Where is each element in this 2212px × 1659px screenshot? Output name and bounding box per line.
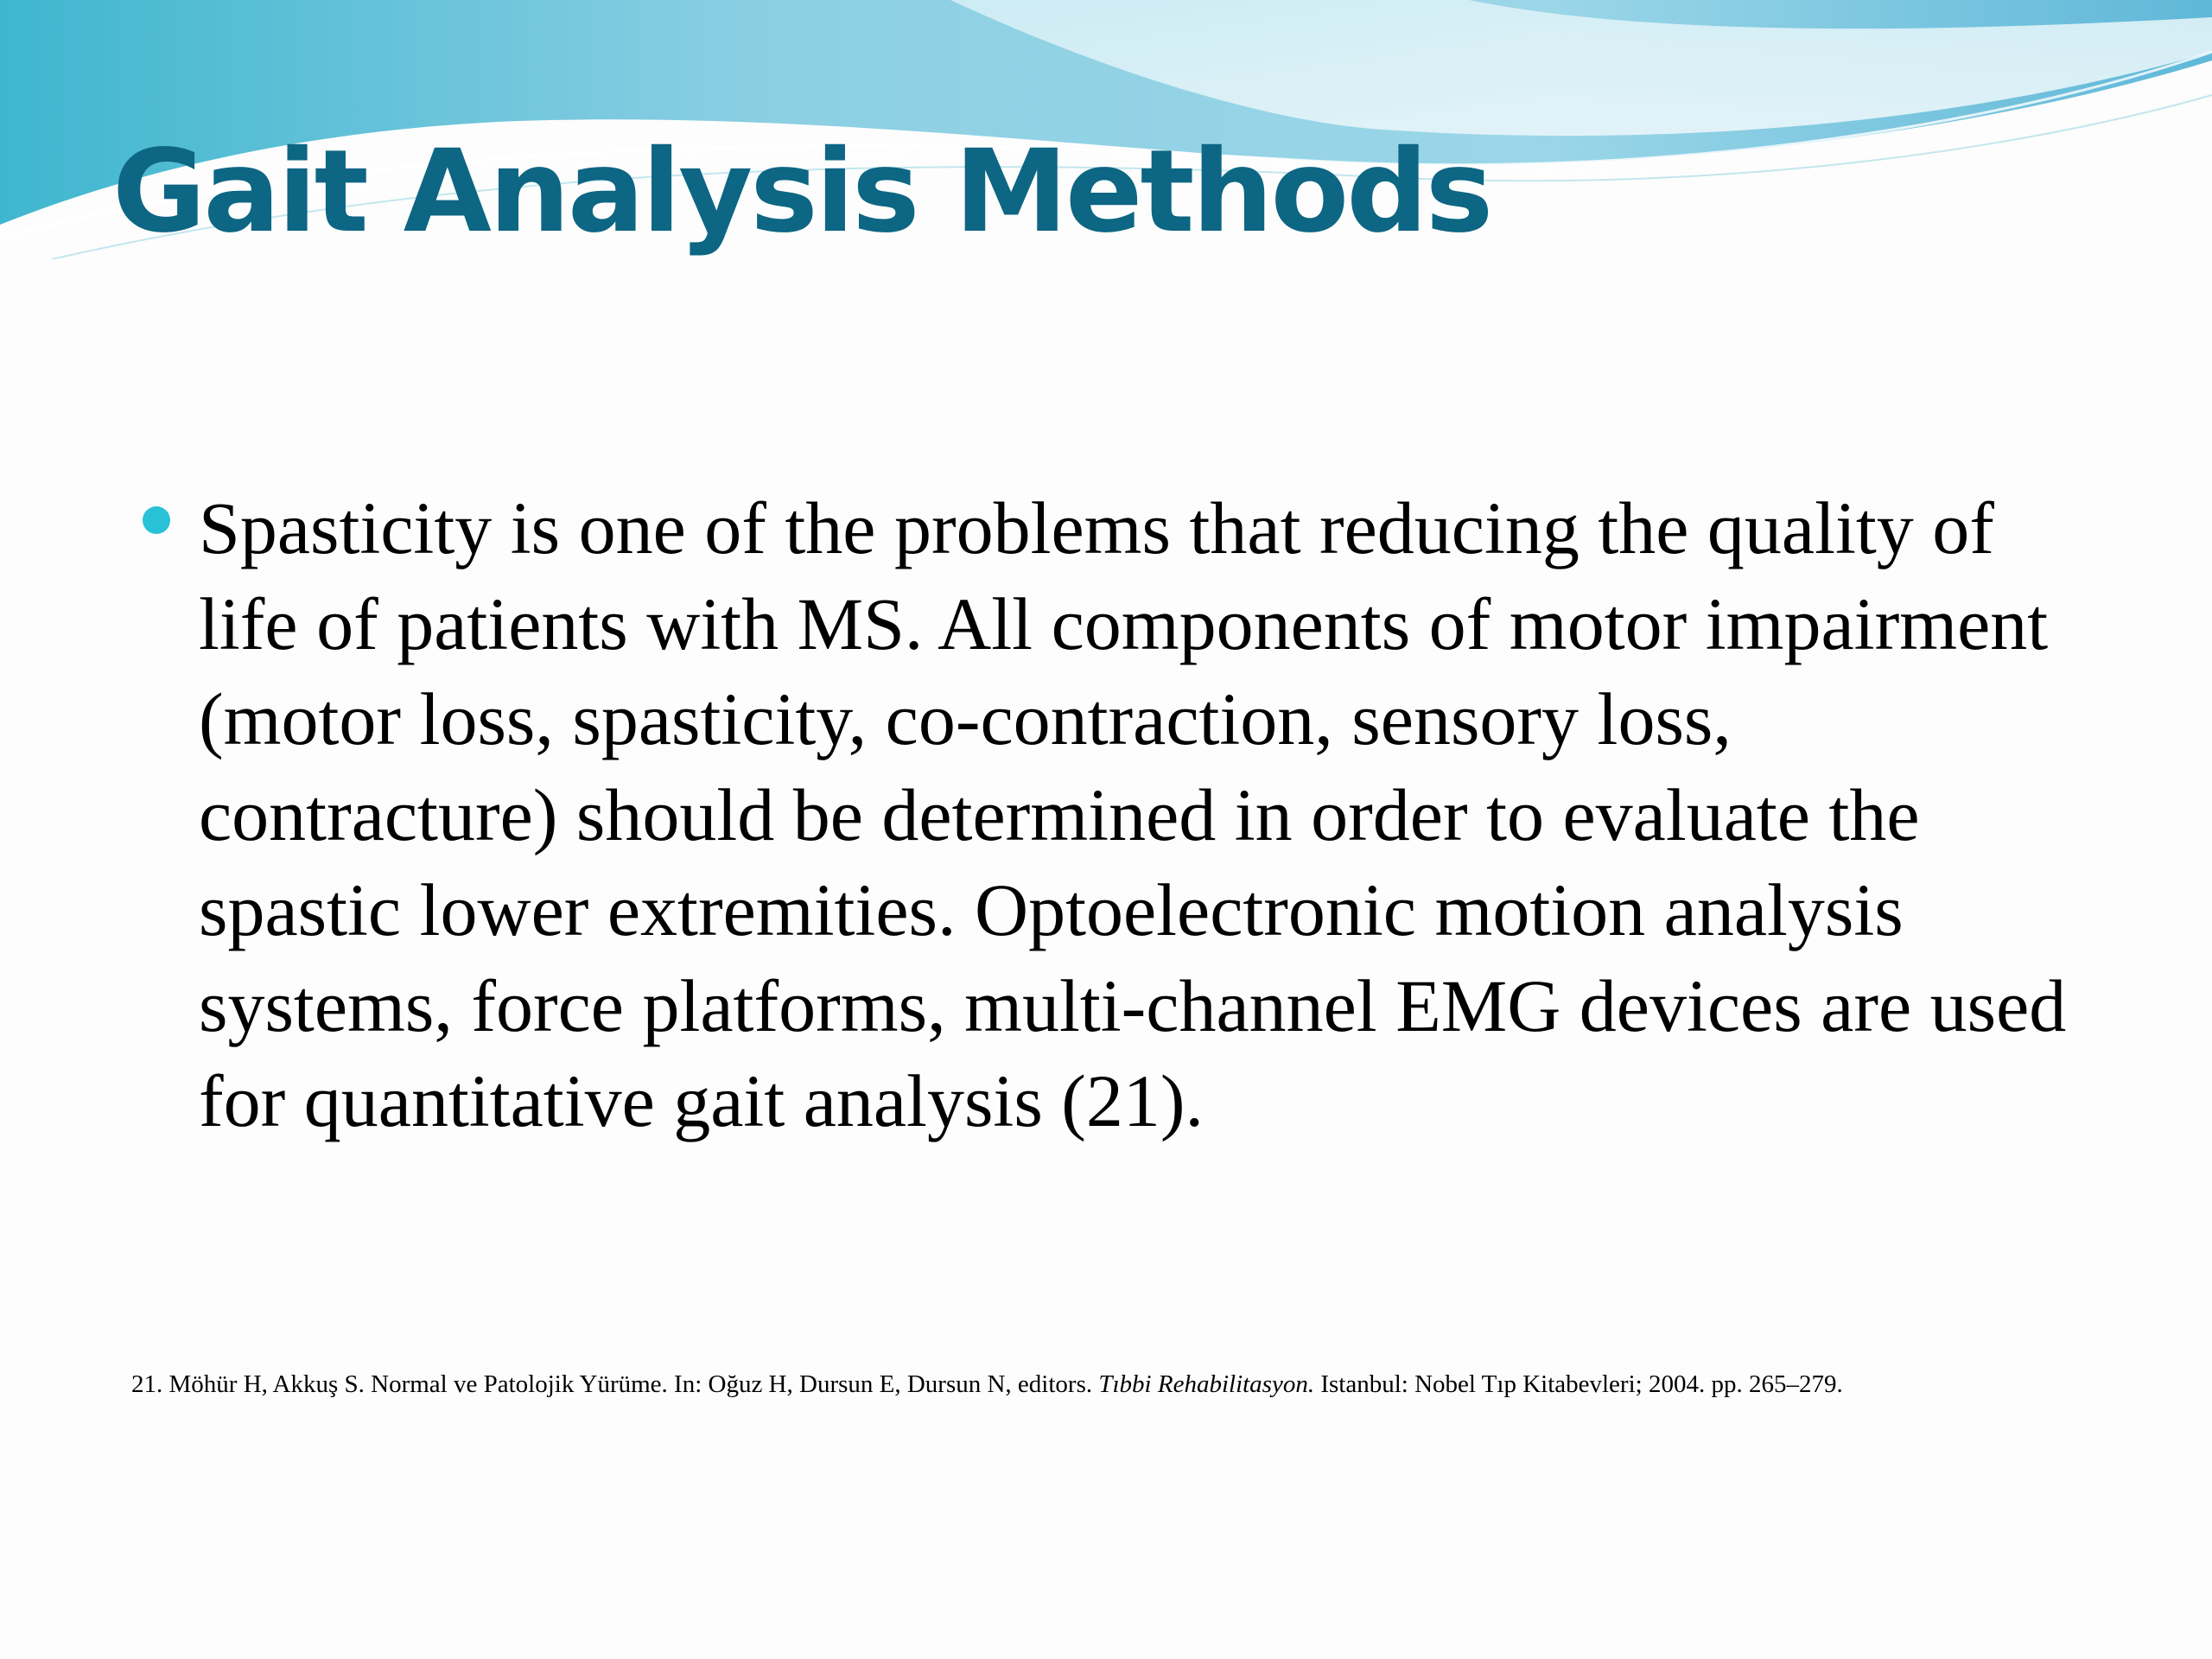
reference-title: Tıbbi Rehabilitasyon. [1098, 1370, 1315, 1398]
reference-citation [131, 1367, 2142, 1402]
reference-prefix: 21. Möhür H, Akkuş S. Normal ve Patolojik Yürüme. In: Oğuz H, Dursun E, Dursun N, editors. [131, 1370, 1093, 1398]
bullet-item [138, 480, 2082, 1149]
bullet-text: Spasticity is one of the problems that reducing the quality of life of patients with MS. All components of motor impairment (motor loss, spasticity, co-contraction, sensory loss, contracture) should be determined in order to evaluate the spastic lower extremities. Optoelectronic motion analysis systems, force platforms, multi-channel EMG devices are used for quantitative gait analysis (21). [199, 486, 2067, 1142]
reference-suffix: Istanbul: Nobel Tıp Kitabevleri; 2004. pp. 265–279. [1320, 1370, 1843, 1398]
slide-title: Gait Analysis Methods [112, 125, 1491, 258]
bullet-list [138, 480, 2082, 1149]
bullet-dot-icon [143, 506, 170, 534]
